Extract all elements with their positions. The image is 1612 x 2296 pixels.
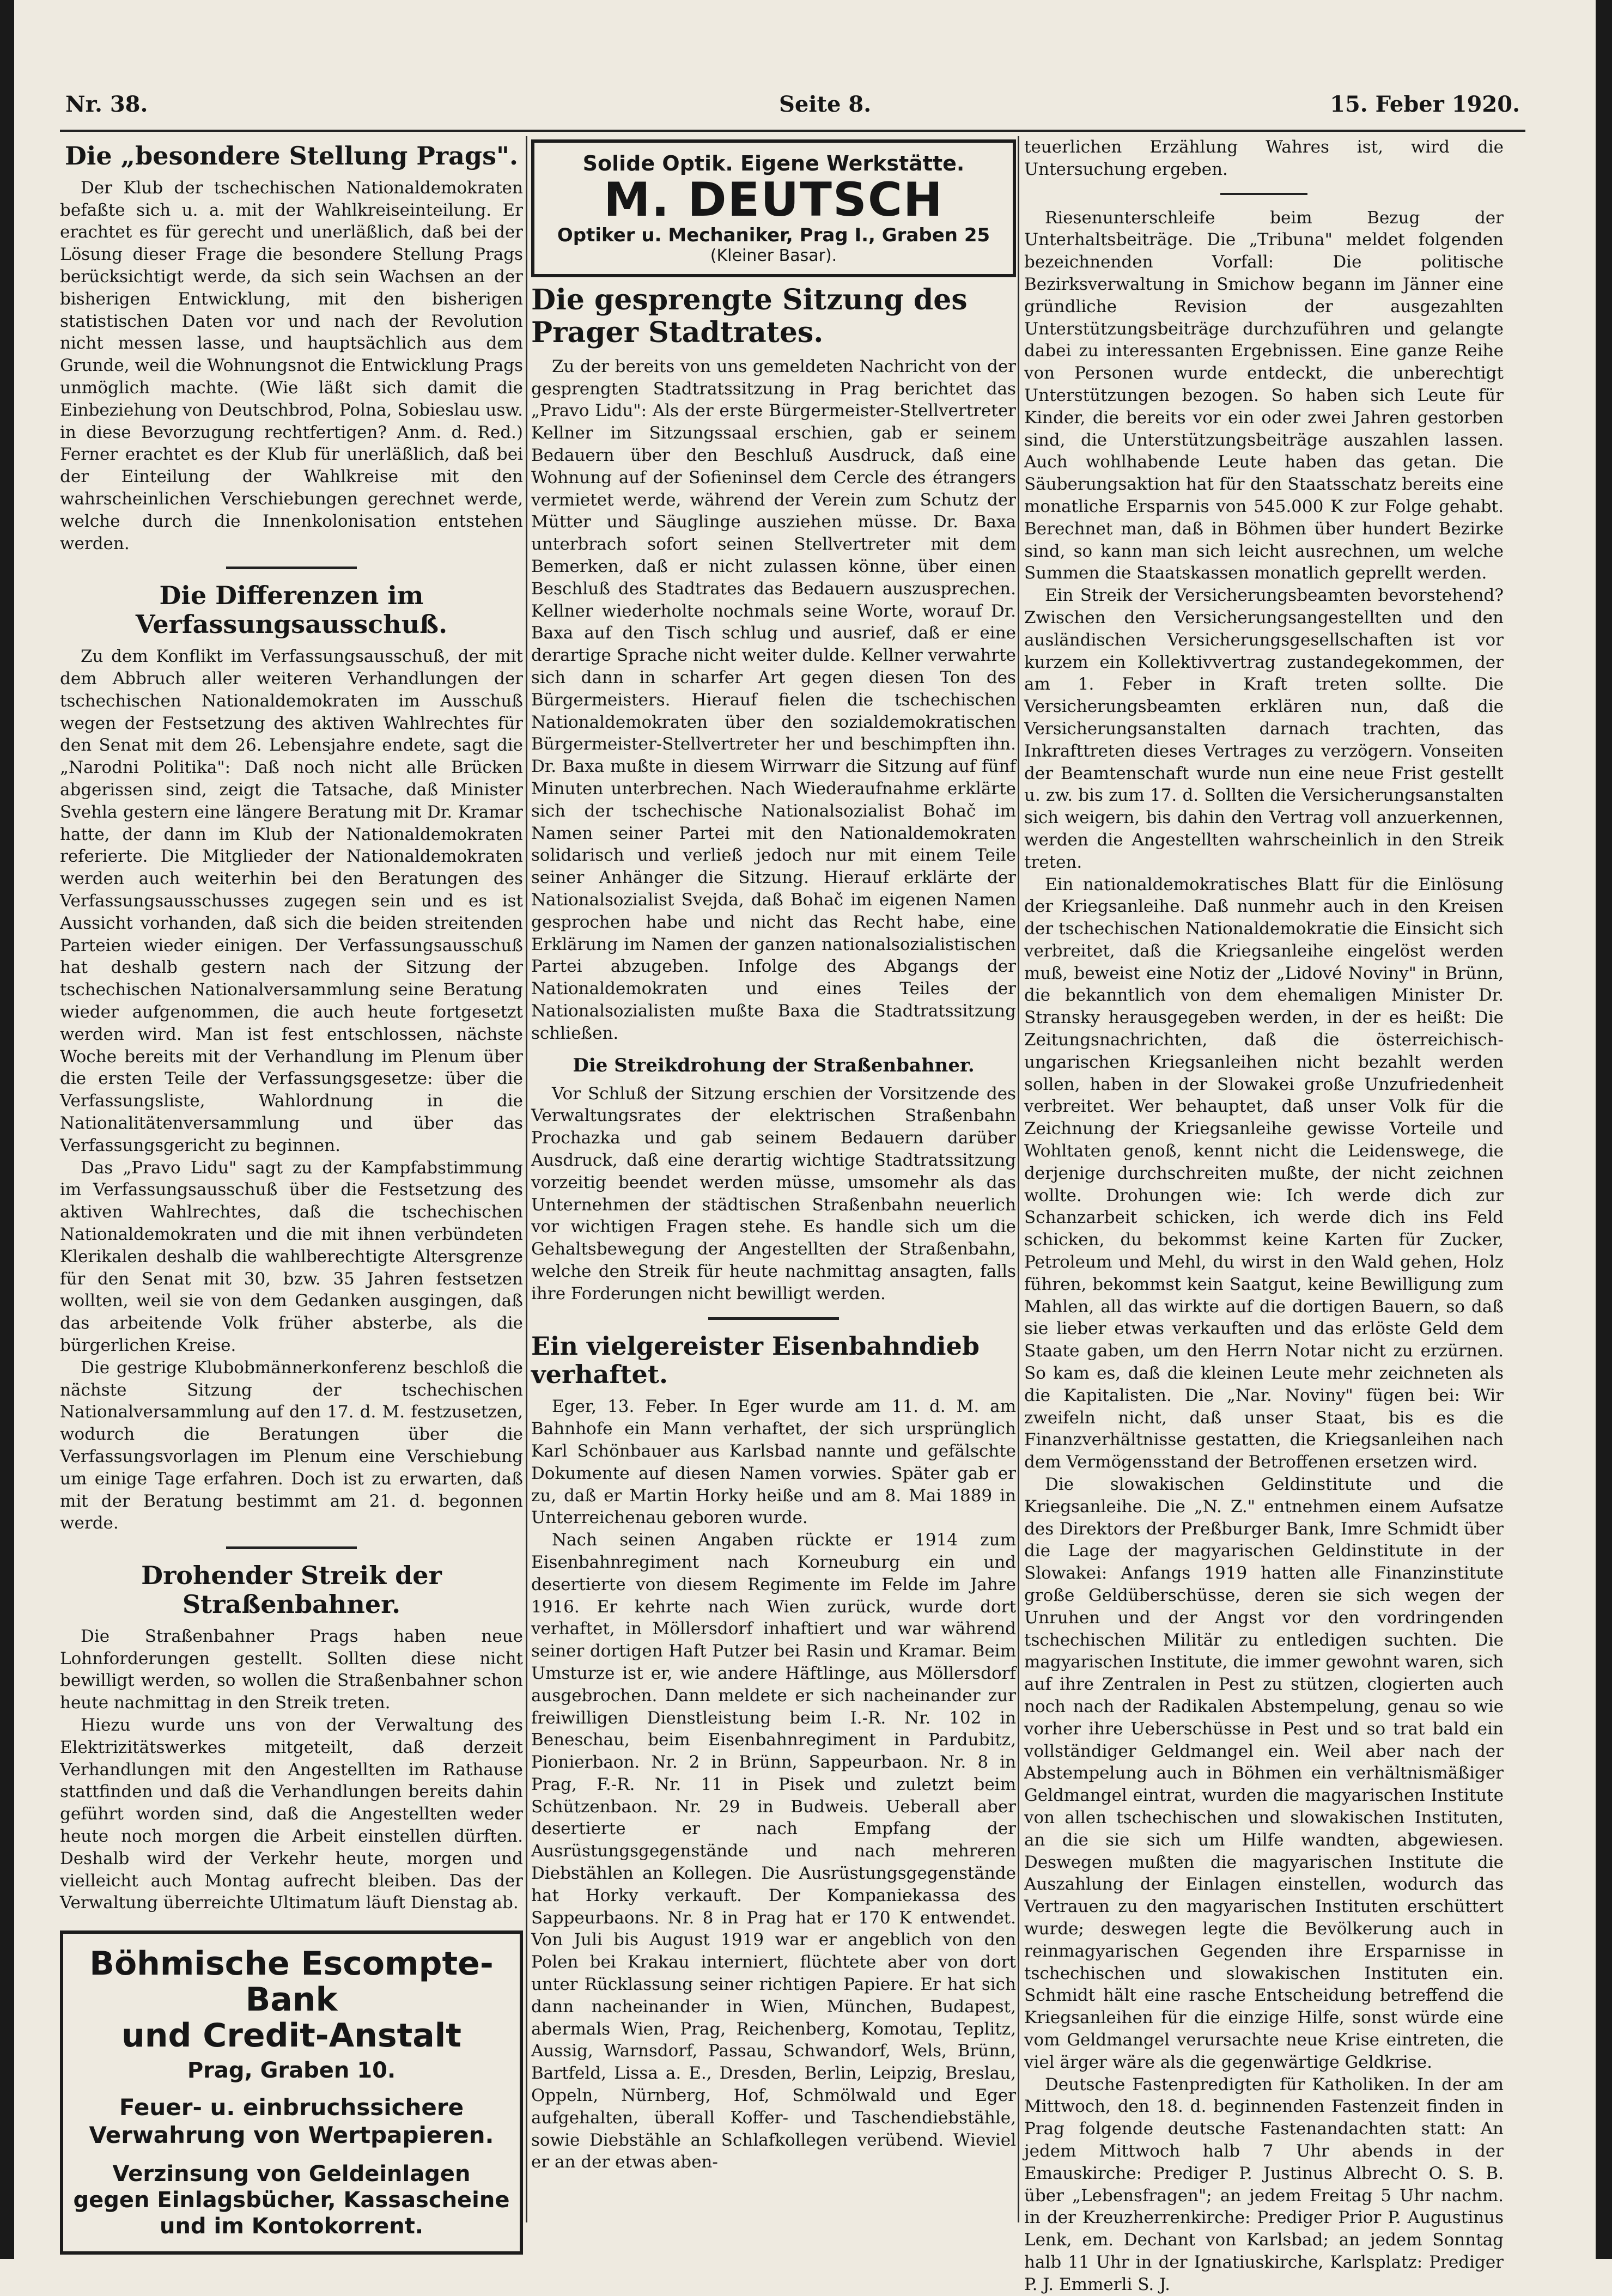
article-body-streikdrohung <box>531 1083 1016 1305</box>
column-divider-2 <box>1018 136 1019 2222</box>
issue-date: 15. Feber 1920. <box>1330 92 1520 117</box>
article-body-eisenbahndieb <box>531 1396 1016 2173</box>
scan-edge-left <box>0 0 14 2259</box>
column-1 <box>60 136 523 2255</box>
page-header <box>60 82 1520 120</box>
news-items <box>1024 207 1504 2296</box>
article-body-streik-strassenbahner <box>60 1625 523 1914</box>
paragraph-unterhaltsbeitraege: Riesenunterschleife beim Bezug der Unterhaltsbeiträge. Die „Tribuna" meldet folgenden bezeichnenden Vorfall: Die politische Bezirksverwaltung in Smichow begann im Jänner eine gründliche Revision der ausgezahlten Unterstützungsbeiträge durchzuführen und gelangte dabei zu interessanten Ergebnissen. Eine ganze Reihe von Personen wurde entdeckt, die unberechtigt Unterstützungen bezogen. So haben sich Leute für Kinder, die bereits vor ein oder zwei Jahren gestorben sind, die Unterstützungsbeiträge auszahlen lassen. Auch wohlhabende Leute haben das getan. Die Säuberungsaktion hat für den Staatsschatz bereits eine monatliche Ersparnis von 545.000 K zur Folge gehabt. Berechnet man, daß in Böhmen über hundert Bezirke sind, so kann man sich leicht ausrechnen, um welche Summen die Staatskassen monatlich geprellt werden. <box>1024 208 1504 583</box>
paragraph: Das „Pravo Lidu" sagt zu der Kampfabstimmung im Verfassungsausschuß über die Festsetzung des aktiven Wahlrechtes, daß die tschechischen Nationaldemokraten und die mit ihnen verbündeten Klerikalen deshalb die wahlberechtigte Altersgrenze für den Senat mit 30, bzw. 35 Jahren festsetzen wollten, weil sie von dem Gedanken ausgingen, daß das arbeitende Volk früher absterbe, als die bürgerlichen Kreise. <box>60 1158 523 1355</box>
paragraph: Vor Schluß der Sitzung erschien der Vorsitzende des Verwaltungsrates der elektrischen Straßenbahn Prochazka und gab seinem Bedauern darüber Ausdruck, daß eine derartig wichtige Stadtratssitzung vorzeitig beendet werden müsse, umsomehr als das Unternehmen der städtischen Straßenbahn neuerlich vor wichtigen Fragen stehe. Es handle sich um die Gehaltsbewegung der Angestellten der Straßenbahn, welche den Streik für heute nachmittag ansagten, falls ihre Forderungen nicht bewilligt werden. <box>531 1083 1016 1304</box>
subheading-streikdrohung: Die Streikdrohung der Straßenbahner. <box>573 1054 975 1076</box>
paragraph: Die gestrige Klubobmännerkonferenz beschloß die nächste Sitzung der tschechischen Nationalversammlung auf den 17. d. M. festzusetzen, wodurch die Beratungen über die Verfassungsvorlagen im Plenum eine Verschiebung um einige Tage erfahren. Doch ist zu erwarten, daß mit der Beratung bestimmt am 21. d. begonnen werde. <box>60 1357 523 1533</box>
ad-location-note: (Kleiner Basar). <box>710 246 837 266</box>
article-continuation <box>1024 136 1504 181</box>
bank-offer-1: Feuer- u. einbruchssichere Verwahrung von Wertpapieren. <box>89 2094 494 2148</box>
advertisement-escompte-bank <box>60 1930 523 2255</box>
article-body-differenzen <box>60 645 523 1534</box>
article-title-streik-strassenbahner: Drohender Streik der Straßenbahner. <box>141 1561 442 1619</box>
bank-name-line-2: und Credit-Anstalt <box>121 2017 461 2055</box>
article-body-stellung-prags <box>60 177 523 555</box>
separator <box>226 1546 357 1549</box>
column-3 <box>1024 136 1504 2296</box>
bank-offer-2: Verzinsung von Geldeinlagen gegen Einlagsbücher, Kassascheine und im Kontokorrent. <box>73 2161 510 2239</box>
advertisement-m-deutsch <box>531 139 1016 277</box>
paragraph: Der Klub der tschechischen Nationaldemokraten befaßte sich u. a. mit der Wahlkreiseinteilung. Er erachtet es für gerecht und unerläßlich, daß bei der Lösung dieser Frage die besondere Stellung Prags berücksichtigt werde, da sich sein Wachsen an der bisherigen Entwicklung, mit den bisherigen statistischen Daten vor und nach der Revolution nicht messen lasse, und hauptsächlich aus dem Grunde, weil die Wohnungsnot die Entwicklung Prags unmöglich machte. (Wie läßt sich damit die Einbeziehung von Deutschbrod, Polna, Sobieslau usw. in diese Bevorzugung rechtfertigen? Anm. d. Red.) Ferner erachtet es der Klub für unerläßlich, daß bei der Einteilung der Wahlkreise mit den wahrscheinlichen Verschiebungen gerechnet werde, welche durch die Innenkolonisation entstehen werden. <box>60 178 523 553</box>
scan-edge-right <box>1596 0 1612 2259</box>
issue-number: Nr. 38. <box>65 92 148 117</box>
paragraph: Nach seinen Angaben rückte er 1914 zum Eisenbahnregiment nach Korneuburg ein und desertierte von diesem Regimente im Felde im Jahre 1916. Er kehrte nach Wien zurück, wurde dort verhaftet, in Möllersdorf inhaftiert und war während seiner dortigen Haft Putzer bei Rasin und Kramar. Beim Umsturze ist er, wie andere Häftlinge, aus Möllersdorf ausgebrochen. Dann meldete er sich nacheinander zur freiwilligen Dienstleistung beim I.-R. Nr. 102 in Beneschau, beim Eisenbahnregiment in Pardubitz, Pionierbaon. Nr. 2 in Brünn, Sappeurbaon. Nr. 8 in Prag, F.-R. Nr. 11 in Pisek und zuletzt beim Schützenbaon. Nr. 29 in Budweis. Ueberall aber desertierte er nach Empfang der Ausrüstungsgegenstände und nach mehreren Diebstählen an Kollegen. Die Ausrüstungsgegenstände hat Horky verkauft. Der Kompaniekassa des Sappeurbaons. Nr. 8 in Prag hat er 170 K entwendet. Von Juli bis August 1919 war er angeblich von den Polen bei Krakau interniert, flüchtete aber von dort unter Rücklassung seiner richtigen Papiere. Er hat sich dann nacheinander in Wien, München, Budapest, abermals Wien, Prag, Reichenberg, Komotau, Teplitz, Aussig, Warnsdorf, Passau, Schwandorf, Wels, Brünn, Bartfeld, Lissa a. E., Dresden, Berlin, Leipzig, Breslau, Oppeln, Nürnberg, Hof, Schmölwald und Eger aufgehalten, überall Koffer- und Taschendiebstähle, sowie Diebstähle an Schlafkollegen verübend. Wieviel er an der etwas aben- <box>531 1530 1016 2172</box>
article-body-gesprengte-sitzung <box>531 356 1016 1045</box>
article-title-eisenbahndieb: Ein vielgereister Eisenbahndieb verhaftet. <box>531 1331 980 1390</box>
article-title-differenzen: Die Differenzen im Verfassungsausschuß. <box>135 581 448 640</box>
page-number: Seite 8. <box>779 92 872 117</box>
paragraph: Hiezu wurde uns von der Verwaltung des Elektrizitätswerkes mitgeteilt, daß derzeit Verhandlungen mit den Angestellten im Rathause stattfinden und daß die Verhandlungen bereits dahin geführt worden sind, daß die Angestellten weder heute noch morgen die Arbeit einstellen dürften. Deshalb wird der Verkehr heute, morgen und vielleicht auch Montag aufrecht bleiben. Das der Verwaltung überreichte Ultimatum läuft Dienstag ab. <box>60 1715 523 1913</box>
separator <box>708 1317 839 1320</box>
paragraph-kriegsanleihe: Ein nationaldemokratisches Blatt für die Einlösung der Kriegsanleihe. Daß nunmehr auch in den Kreisen der tschechischen Nationaldemokratie die Einsicht sich verbreitet, daß die Kriegsanleihe eingelöst werden muß, beweist eine Notiz der „Lidové Noviny" in Brünn, die bekanntlich von dem ehemaligen Minister Dr. Stransky herausgegeben werden, in der es heißt: Die Zeitungsnachrichten, daß die österreichisch-ungarischen Kriegsanleihen nicht bezahlt werden sollen, haben in der Slowakei große Unzufriedenheit verbreitet. Wer behauptet, daß unser Volk für die Zeichnung der Kriegsanleihe gewisse Vorteile und Wohltaten genoß, kennt nicht die Leidenswege, die derjenige durchschreiten mußte, der nicht zeichnen wollte. Drohungen wie: Ich werde dich zur Schanzarbeit schicken, ich werde dich ins Feld schicken, du bekommst keine Karten für Zucker, Petroleum und Mehl, du wirst in den Wald gehen, Holz führen, bekommst kein Saatgut, keine Bewilligung zum Mahlen, all das wirkte auf die dortigen Bauern, so daß sie lieber etwas verkauften und das erlöste Geld dem Staate gaben, um den Herrn Notar nicht zu erzürnen. So kam es, daß die kleinen Leute mehr zeichneten als die Kapitalisten. Die „Nar. Noviny" fügen bei: Wir zweifeln nicht, daß unser Staat, bis es die Finanzverhältnisse gestatten, die Kriegsanleihen nach dem Vermögensstand der Betroffenen ersetzen wird. <box>1024 874 1504 1472</box>
article-title-gesprengte-sitzung: Die gesprengte Sitzung des Prager Stadtrates. <box>531 283 968 350</box>
ad-slogan: Solide Optik. Eigene Werkstätte. <box>582 151 965 175</box>
paragraph: Die Straßenbahner Prags haben neue Lohnforderungen gestellt. Sollten diese nicht bewilligt werden, so wollen die Straßenbahner schon heute nachmittag in den Streik treten. <box>60 1626 523 1713</box>
paragraph: teuerlichen Erzählung Wahres ist, wird die Untersuchung ergeben. <box>1024 137 1504 179</box>
separator <box>1220 193 1307 195</box>
paragraph: Zu dem Konflikt im Verfassungsausschuß, der mit dem Abbruch aller weiteren Verhandlungen der tschechischen Nationaldemokraten im Ausschuß wegen der Festsetzung des aktiven Wahlrechtes für den Senat mit dem 26. Lebensjahre endete, sagt die „Narodni Politika": Daß noch nicht alle Brücken abgerissen sind, zeigt die Tatsache, daß Minister Svehla gestern eine längere Beratung mit Dr. Kramar hatte, der dann im Klub der Nationaldemokraten referierte. Die Mitglieder der Nationaldemokraten werden auch weiterhin bei den Beratungen des Verfassungsausschusses zugegen sein und es ist Aussicht vorhanden, daß sich die beiden streitenden Parteien wieder einigen. Der Verfassungsausschuß hat deshalb gestern nach der Sitzung der tschechischen Nationalversammlung seine Beratung wieder aufgenommen, die auch heute fortgesetzt werden wird. Man ist fest entschlossen, nächste Woche bereits mit der Verhandlung im Plenum über die ersten Teile der Verfassungsgesetze: über die Verfassungsliste, Wahlordnung in die Nationalitätenversammlung und über das Verfassungsgericht zu beginnen. <box>60 647 523 1155</box>
header-rule <box>60 130 1525 132</box>
paragraph: Eger, 13. Feber. In Eger wurde am 11. d. M. am Bahnhofe ein Mann verhaftet, der sich ursprünglich Karl Schönbauer aus Karlsbad nannte und gefälschte Dokumente auf diesen Namen vorwies. Später gab er zu, daß er Martin Horky heiße und am 8. Mai 1889 in Unterreichenau geboren wurde. <box>531 1397 1016 1528</box>
article-title-stellung-prags: Die „besondere Stellung Prags". <box>65 141 518 170</box>
paragraph-slowakische-geldinstitute: Die slowakischen Geldinstitute und die Kriegsanleihe. Die „N. Z." entnehmen einem Aufsatze des Direktors der Preßburger Bank, Imre Schmidt über die Lage der magyarischen Geldinstitute in der Slowakei: Anfangs 1919 hatten alle Finanzinstitute große Geldüberschüsse, deren sie sich wegen der Unruhen und der Angst vor den vordringenden tschechischen Militär zu entledigen suchten. Die magyarischen Institute, die immer gewohnt waren, sich auf ihre Zentralen in Pest zu stützen, clogierten auch noch nach der Radikalen Abstempelung, genau so wie vorher ihre Ueberschüsse in Pest und so trat bald ein vollständiger Geldmangel ein. Weil aber nach der Abstempelung auch in Böhmen ein verhältnismäßiger Geldmangel eintrat, wurden die magyarischen Institute von allen tschechischen und slowakischen Instituten, an die sie sich um Hilfe wandten, abgewiesen. Deswegen mußten die magyarischen Institute die Auszahlung der Einlagen einstellen, wodurch das Vertrauen zu den magyarischen Instituten erschüttert wurde; deswegen legte die Bevölkerung auch in reinmagyarischen Gegenden ihre Ersparnisse in tschechischen und slowakischen Instituten ein. Schmidt hält eine rasche Entscheidung betreffend die Kriegsanleihen für die einzige Hilfe, sonst würde eine vom Geldmangel verursachte neue Krise eintreten, die viel ärger wäre als die gegenwärtige Geldkrise. <box>1024 1475 1504 2072</box>
paragraph-fastenpredigten: Deutsche Fastenpredigten für Katholiken. In der am Mittwoch, den 18. d. beginnenden Fastenzeit finden in Prag folgende deutsche Fastenandachten statt: An jedem Mittwoch halb 7 Uhr abends in der Emauskirche: Prediger P. Justinus Albrecht O. S. B. über „Lebensfragen"; an jedem Freitag 5 Uhr nachm. in der Kreuzherrenkirche: Prediger Prior P. Augustinus Lenk, em. Dechant von Karlsbad; an jedem Sonntag halb 11 Uhr in der Ignatiuskirche, Karlsplatz: Prediger P. J. Emmerli S. J. <box>1024 2074 1504 2294</box>
column-divider-1 <box>526 136 527 2222</box>
ad-address: Optiker u. Mechaniker, Prag I., Graben 25 <box>557 224 990 247</box>
ad-company-name: M. DEUTSCH <box>604 173 944 227</box>
paragraph: Zu der bereits von uns gemeldeten Nachricht von der gesprengten Stadtratssitzung in Prag berichtet das „Pravo Lidu": Als der erste Bürgermeister-Stellvertreter Kellner im Sitzungssaal erschien, gab er seinem Bedauern über den Beschluß Ausdruck, daß eine Wohnung auf der Sofieninsel dem Cercle des étrangers vermietet werde, während der Verein zum Schutz der Mütter und Säuglinge ausziehen müsse. Dr. Baxa unterbrach sofort seinen Stellvertreter mit dem Bemerken, daß er nicht zulassen könne, über einen Beschluß des Stadtrates das Bedauern auszusprechen. Kellner wiederholte nochmals seine Worte, worauf Dr. Baxa auf den Tisch schlug und ausrief, daß er eine derartige Sprache nicht weiter dulde. Kellner verwahrte sich dann in scharfer Art gegen diesen Ton des Bürgermeisters. Hierauf fielen die tschechischen Nationaldemokraten über den sozialdemokratischen Bürgermeister-Stellvertreter her und beschimpften ihn. Dr. Baxa mußte in diesem Wirrwarr die Sitzung auf fünf Minuten unterbrechen. Nach Wiederaufnahme erklärte sich der tschechische Nationalsozialist Bohač im Namen seiner Partei mit den Nationaldemokraten solidarisch und verließ jedoch nur mit einem Teile seiner Anhänger die Sitzung. Hierauf erklärte der Nationalsozialist Svejda, daß Bohač im eigenen Namen gesprochen habe und nicht das Recht habe, eine Erklärung im Namen der ganzen nationalsozialistischen Partei abzugeben. Infolge des Abgangs der Nationaldemokraten und eines Teiles der Nationalsozialisten mußte Baxa die Stadtratssitzung schließen. <box>531 356 1016 1043</box>
bank-name-line-1: Böhmische Escompte-Bank <box>89 1945 494 2019</box>
bank-address: Prag, Graben 10. <box>187 2058 396 2084</box>
separator <box>226 567 357 569</box>
paragraph-versicherungsbeamte: Ein Streik der Versicherungsbeamten bevorstehend? Zwischen den Versicherungsangestellten und den ausländischen Versicherungsgesellschaften ist vor kurzem ein Kollektivvertrag zustandegekommen, der am 1. Feber in Kraft treten sollte. Die Versicherungsbeamten erklären nun, daß die Versicherungsanstalten darnach trachten, das Inkrafttreten dieses Vertrages zu verzögern. Vonseiten der Beamtenschaft wurde nun eine neue Frist gestellt u. zw. bis zum 17. d. Sollten die Versicherungsanstalten sich weigern, bis dahin den Vertrag voll anzuerkennen, werden die Angestellten wahrscheinlich in den Streik treten. <box>1024 586 1504 872</box>
column-2 <box>531 136 1016 2173</box>
